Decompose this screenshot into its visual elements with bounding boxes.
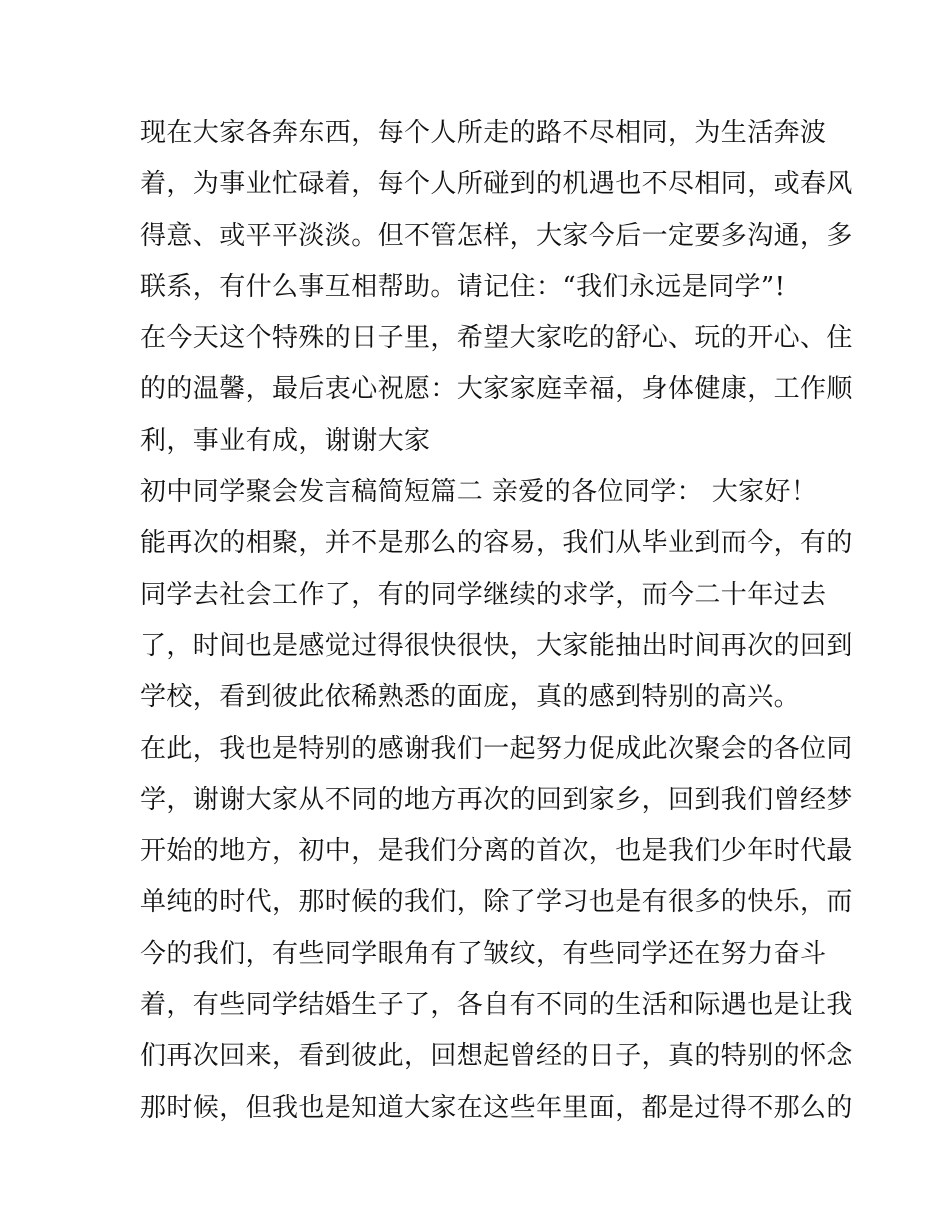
text-line: 单纯的时代，那时候的我们，除了学习也是有很多的快乐，而 [140,887,853,918]
text-line: 利，事业有成，谢谢大家 [140,425,431,456]
text-line: 的的温馨，最后衷心祝愿：大家家庭幸福，身体健康，工作顺 [140,374,853,405]
text-line: 得意、或平平淡淡。但不管怎样，大家今后一定要多沟通，多 [140,220,853,251]
text-line: 今的我们，有些同学眼角有了皱纹，有些同学还在努力奋斗 [140,938,827,969]
text-line: 联系，有什么事互相帮助。请记住：“我们永远是同学”! [140,271,786,302]
text-line: 在此，我也是特别的感谢我们一起努力促成此次聚会的各位同 [140,733,853,764]
text-line: 们再次回来，看到彼此，回想起曾经的日子，真的特别的怀念 [140,1041,853,1072]
text-line: 着，有些同学结婚生子了，各自有不同的生活和际遇也是让我 [140,990,853,1021]
text-line: 了，时间也是感觉过得很快很快，大家能抽出时间再次的回到 [140,630,853,661]
text-line: 同学去社会工作了，有的同学继续的求学，而今二十年过去 [140,579,827,610]
section-heading-line: 初中同学聚会发言稿简短篇二 亲爱的各位同学： 大家好！ [140,477,818,508]
text-line: 在今天这个特殊的日子里，希望大家吃的舒心、玩的开心、住 [140,323,853,354]
text-line: 开始的地方，初中，是我们分离的首次，也是我们少年时代最 [140,836,853,867]
text-line: 学，谢谢大家从不同的地方再次的回到家乡，回到我们曾经梦 [140,784,853,815]
text-line: 那时候，但我也是知道大家在这些年里面，都是过得不那么的 [140,1092,853,1123]
text-line: 着，为事业忙碌着，每个人所碰到的机遇也不尽相同，或春风 [140,169,853,200]
text-line: 能再次的相聚，并不是那么的容易，我们从毕业到而今，有的 [140,528,853,559]
text-line: 现在大家各奔东西，每个人所走的路不尽相同，为生活奔波 [140,118,827,148]
document-body [140,108,853,1134]
text-line: 学校，看到彼此依稀熟悉的面庞，真的感到特别的高兴。 [140,682,801,713]
